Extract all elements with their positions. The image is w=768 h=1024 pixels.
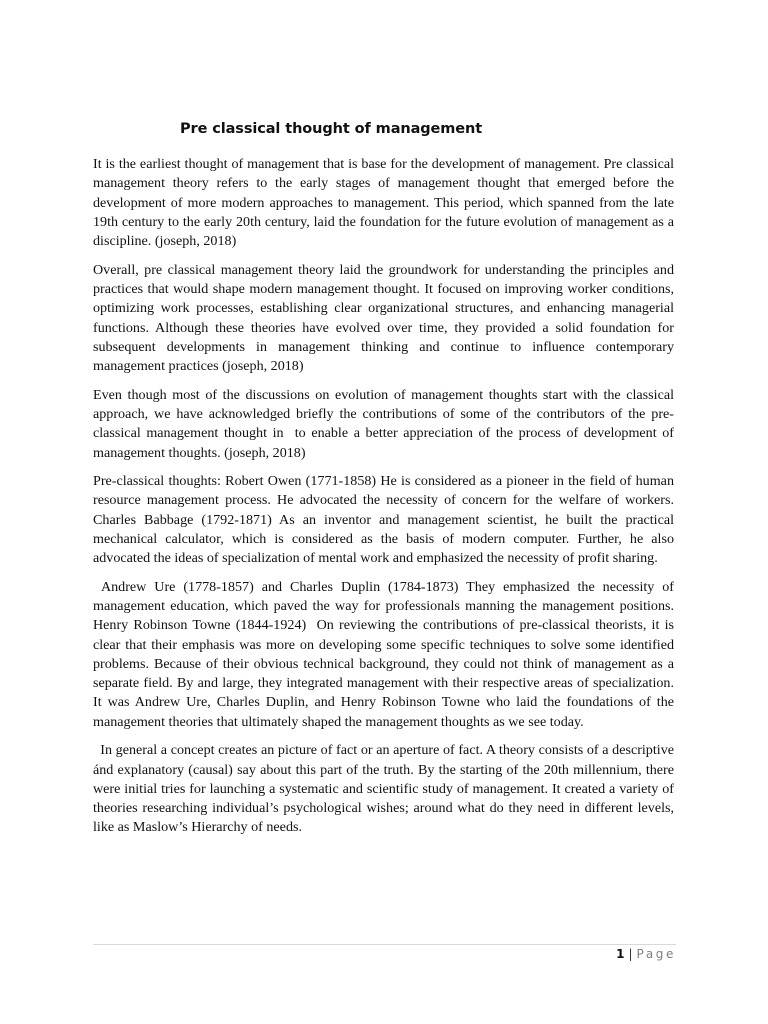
paragraph-concept-theory: In general a concept creates an picture of fact or an aperture of fact. A theory consists of a descriptive ánd explanatory (causal) say about this part of the truth. By the starting of the 20th millennium, there were initial tries for launching a systematic and scientific study of management. It created a variety of theories researching individual’s psychological wishes; around what do they need in different levels, like as Maslow’s Hierarchy of needs. xyxy=(93,742,678,836)
paragraph-ure-duplin-towne: Andrew Ure (1778-1857) and Charles Duplin (1784-1873) They emphasized the necessity of management education, which paved the way for professionals manning the management positions. Henry Robinson Towne (1844-1924) On reviewing the contributions of pre-classical theorists, it is clear that their emphasis was more on developing some specific techniques to solve some identified problems. Because of their obvious technical background, they could not think of management as a separate field. By and large, they integrated management with their respective areas of specialization. It was Andrew Ure, Charles Duplin, and Henry Robinson Towne who laid the foundations of the management theories that ultimately shaped the management thoughts as we see today. xyxy=(93,578,678,730)
page-number: 1 xyxy=(616,947,625,961)
paragraph-intro: It is the earliest thought of management that is base for the development of management. Pre classical management theory refers to the early stages of management thought that emerged before the development of more modern approaches to management. This period, which spanned from the late 19th century to the early 20th century, laid the foundation for the future evolution of management as a discipline. (joseph, 2018) xyxy=(93,156,678,250)
footer-divider xyxy=(93,944,676,945)
paragraph-classical-approach: Even though most of the discussions on evolution of management thoughts start with the classical approach, we have acknowledged briefly the contributions of some of the contributors of the pre-classical management thought in to enable a better appreciation of the process of development of management thoughts. (joseph, 2018) xyxy=(93,386,678,461)
paragraph-pre-classical-thoughts: Pre-classical thoughts: Robert Owen (1771-1858) He is considered as a pioneer in the field of human resource management process. He advocated the necessity of concern for the welfare of workers. Charles Babbage (1792-1871) As an inventor and management scientist, he built the practical mechanical calculator, which is considered as the basis of modern computer. Further, he also advocated the ideas of specialization of mental work and emphasized the necessity of profit sharing. xyxy=(93,473,678,567)
page-label: Page xyxy=(636,947,676,961)
page-title: Pre classical thought of management xyxy=(180,121,483,137)
paragraph-overall: Overall, pre classical management theory laid the groundwork for understanding the principles and practices that would shape modern management thought. It focused on improving worker conditions, optimizing work processes, establishing clear organizational structures, and enhancing managerial functions. Although these theories have evolved over time, they provided a solid foundation for subsequent developments in management thinking and continue to influence contemporary management practices (joseph, 2018) xyxy=(93,261,678,375)
footer-separator: | xyxy=(628,947,633,961)
document-body xyxy=(93,155,678,847)
page-footer xyxy=(616,947,676,961)
